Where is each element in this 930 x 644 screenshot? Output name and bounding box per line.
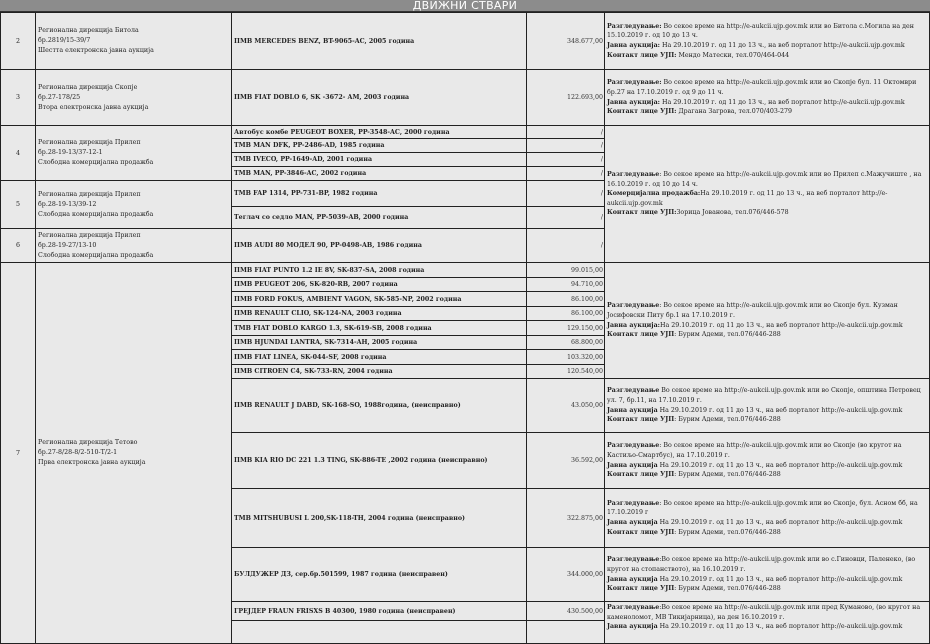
item-price: / xyxy=(526,125,605,139)
item-name: ТМВ FIAT DOBLO KARGO 1.3, SK-619-SB, 2008 година xyxy=(231,320,527,336)
contact-text: : Бурим Адеми, тел.076/446-288 xyxy=(674,416,781,424)
viewing-line xyxy=(607,555,927,574)
contact-text: : Бурим Адеми, тел.076/446-288 xyxy=(674,331,781,339)
viewing-label: Разгледување xyxy=(607,604,660,611)
auction-info-cell xyxy=(604,378,930,433)
viewing-text: : Во секое време на http://e-aukcii.ujp.gov.mk или во Скопје бул. Кузман Јосифовски Питу бр.1 на 17.10.2019 г. xyxy=(607,302,898,319)
auction-text: На 29.10.2019 г. од 11 до 13 ч., на веб порталот http://e-aukcii.ujp.gov.mk xyxy=(657,406,903,414)
viewing-label: Разгледување xyxy=(607,387,660,395)
item-name: Автобус комбе PEUGEOT BOXER, PP-3548-AC, 2000 година xyxy=(231,125,527,139)
organization-cell xyxy=(35,262,232,644)
sale-type: Слободна комерцијална продажба xyxy=(38,159,154,166)
item-name: ПМВ FORD FOKUS, AMBIENT VAGON, SK-585-NP, 2002 година xyxy=(231,291,527,307)
sale-type: Слободна комерцијална продажба xyxy=(38,251,154,259)
item-name: ПМВ HJUNDAI LANTRA, SK-7314-AH, 2005 година xyxy=(231,335,527,350)
item-name: ПМВ PEUGEOT 206, SK-820-RB, 2007 година xyxy=(231,277,527,292)
item-name: ПМВ FIAT LINEA, SK-044-SF, 2008 година xyxy=(231,349,527,365)
row-number: 6 xyxy=(0,228,36,263)
item-price: / xyxy=(526,206,605,229)
item-price: 43.050,00 xyxy=(526,378,605,433)
item-name: ТМВ MAN DFK, PP-2486-AD, 1985 година xyxy=(231,138,527,153)
item-name: ПМВ MERCEDES BENZ, BT-9065-AC, 2005 година xyxy=(231,12,527,70)
item-name: ПМВ CITROEN C4, SK-733-RN, 2004 година xyxy=(231,364,527,379)
viewing-label: Разгледување xyxy=(607,499,660,507)
item-price: 86.100,00 xyxy=(526,291,605,307)
auction-text: На 29.10.2019 г. од 11 до 13 ч., на веб порталот http://e-aukcii.ujp.gov.mk xyxy=(657,519,903,526)
organization-cell xyxy=(35,12,232,70)
auction-text: На 29.10.2019 г. од 11 до 13 ч., на веб порталот http://e-aukcii.ujp.gov.mk xyxy=(659,98,905,106)
contact-text: Мендо Матески, тел.070/464-044 xyxy=(676,51,790,59)
case-number: бр.28-19-13/37-12-1 xyxy=(38,149,103,156)
viewing-text: Во секое време на http://e-aukcii.ujp.gov.mk или во Битола с.Могила на ден 15.10.2019 г. од 10 до 13 ч. xyxy=(607,22,914,40)
item-name: ГРЕЈДЕР FRAUN FRISXS B 40300, 1980 година (неисправен) xyxy=(231,601,527,621)
row-number: 7 xyxy=(0,262,36,644)
viewing-label: Разгледување: xyxy=(607,79,662,87)
contact-line xyxy=(607,107,792,117)
contact-line xyxy=(607,528,781,538)
item-price-empty xyxy=(526,620,605,644)
contact-label: Контакт лице УЈП: xyxy=(607,51,677,59)
auction-line xyxy=(607,406,902,416)
contact-line xyxy=(607,584,781,594)
sale-type: Прва електронска јавна аукција xyxy=(38,459,146,466)
item-price: / xyxy=(526,152,605,167)
contact-label: Контакт лице УЈП xyxy=(607,331,675,339)
item-name: ПМВ RENAULT CLIO, SK-124-NA, 2003 година xyxy=(231,306,527,321)
auction-info-cell xyxy=(604,432,930,489)
contact-text: : Бурим Адеми, тел.076/446-288 xyxy=(674,585,781,593)
org-name: Регионална дирекција Прилеп xyxy=(38,231,141,239)
item-name: ТМВ MITSHUBUSI L 200,SK-118-TH, 2004 година (неисправно) xyxy=(231,488,527,548)
item-price: 103.320,00 xyxy=(526,349,605,365)
sale-type: Слободна комерцијална продажба xyxy=(38,210,154,218)
viewing-line xyxy=(607,386,927,405)
organization-cell xyxy=(35,125,232,181)
viewing-text: Во секое време на http://e-aukcii.ujp.gov.mk или во Скопје бул. 11 Октомври бр.27 на 17.10.2019 г. од 9 до 11 ч. xyxy=(607,79,917,96)
contact-text: Драгана Загрова, тел.070/403-279 xyxy=(676,108,793,116)
auction-line xyxy=(607,518,902,528)
org-name: Регионална дирекција Битола xyxy=(38,27,139,34)
contact-line xyxy=(607,51,789,61)
org-name: Регионална дирекција Тетово xyxy=(38,439,138,446)
item-name: ТМВ IVECO, PP-1649-AD, 2001 година xyxy=(231,152,527,167)
viewing-text: : Во секое време на http://e-aukcii.ujp.gov.mk или во Скопје, бул. Асном бб, на 17.10.2019 г xyxy=(607,499,918,517)
item-price: 94.710,00 xyxy=(526,277,605,292)
contact-label: Контакт лице УЈП: xyxy=(607,108,677,116)
row-number: 2 xyxy=(0,12,36,70)
auction-label: Јавна аукција: xyxy=(607,42,660,49)
case-number: бр.28-19-13/39-12 xyxy=(38,200,97,208)
item-name: БУЛДУЖЕР ДЗ, сер.бр.501599, 1987 година (неисправен) xyxy=(231,547,527,602)
item-name: ПМВ FIAT DOBLO 6, SK -3672- AM, 2003 година xyxy=(231,69,527,126)
viewing-text: :Во секое време на http://e-aukcii.ujp.gov.mk или пред Куманово, (во кругот на каменоломот, МВ Тикијарница), на ден 16.10.2019 г. xyxy=(607,604,921,621)
auction-label: Јавна аукција: xyxy=(607,321,660,329)
viewing-label: Разгледување xyxy=(607,302,660,310)
auction-text: На 29.10.2019 г. од 11 до 13 ч., на веб порталот http://e-aukcii.ujp.gov.mk xyxy=(657,575,903,583)
item-price: / xyxy=(526,166,605,181)
auction-info-cell xyxy=(604,125,930,263)
item-price: 122.693,00 xyxy=(526,69,605,126)
contact-line xyxy=(607,415,781,425)
item-price: 344.000,00 xyxy=(526,547,605,602)
row-number: 4 xyxy=(0,125,36,181)
auction-label: Јавна аукција: xyxy=(607,98,660,106)
item-price: 86.100,00 xyxy=(526,306,605,321)
auction-line xyxy=(607,461,902,471)
item-price: / xyxy=(526,228,605,263)
case-number: бр.27-8/28-8/2-510-Т/2-1 xyxy=(38,449,118,456)
auction-line xyxy=(607,622,902,632)
item-name: ТМВ MAN, PP-3846-AC, 2002 година xyxy=(231,166,527,181)
section-title: ДВИЖНИ СТВАРИ xyxy=(412,0,518,12)
viewing-line xyxy=(607,499,927,518)
auction-label: Јавна аукција xyxy=(607,575,658,583)
auction-line xyxy=(607,189,927,208)
auction-line xyxy=(607,98,905,108)
organization-cell xyxy=(35,180,232,229)
org-name: Регионална дирекција Прилеп xyxy=(38,139,141,146)
contact-label: Контакт лице УЈП xyxy=(607,585,675,593)
auction-text: На 29.10.2019 г. од 11 до 13 ч., на веб порталот http://e-aukcii.ujp.gov.mk xyxy=(657,623,903,631)
item-name: ПМВ KIA RIO DC 221 1.3 TING, SK-886-TE ,2002 година (неисправно) xyxy=(231,432,527,489)
contact-text: : Бурим Адеми, тел.076/446-288 xyxy=(674,528,781,536)
auction-info-cell xyxy=(604,488,930,548)
auction-line xyxy=(607,41,905,51)
auction-info-cell xyxy=(604,262,930,379)
section-header xyxy=(0,0,930,12)
row-number: 3 xyxy=(0,69,36,126)
viewing-text: : Во секое време на http://e-aukcii.ujp.gov.mk или во Прилеп с.Мажучиште , на 16.10.2019 г. од 10 до 14 ч. xyxy=(607,171,922,188)
contact-label: Контакт лице УЈП xyxy=(607,528,675,536)
contact-label: Контакт лице УЈП xyxy=(607,471,675,479)
viewing-label: Разгледување xyxy=(607,442,660,450)
item-price: 348.677,00 xyxy=(526,12,605,70)
viewing-label: Разгледување: xyxy=(607,22,662,30)
contact-label: Контакт лице УЈП: xyxy=(607,209,677,217)
auction-text: На 29.10.2019 г. од 11 до 13 ч., на веб порталот http://e-aukcii.ujp.gov.mk xyxy=(607,190,888,207)
auction-line xyxy=(607,321,903,331)
viewing-line xyxy=(607,22,927,41)
auction-label: Јавна аукција xyxy=(607,406,658,414)
contact-text: Зорица Јованова, тел.076/446-578 xyxy=(676,209,789,217)
item-price: 129.150,00 xyxy=(526,320,605,336)
auction-text: На 29.10.2019 г. од 11 до 13 ч., на веб порталот http://e-aukcii.ujp.gov.mk xyxy=(659,42,905,49)
viewing-label: Разгледување xyxy=(607,556,660,564)
organization-cell xyxy=(35,228,232,263)
contact-label: Контакт лице УЈП xyxy=(607,416,675,424)
auction-label: Јавна аукција xyxy=(607,461,658,469)
viewing-line xyxy=(607,441,927,460)
item-price: 120.540,00 xyxy=(526,364,605,379)
item-name: Теглач со седло MAN, PP-5039-AB, 2000 година xyxy=(231,206,527,229)
org-name: Регионална дирекција Скопје xyxy=(38,83,138,91)
item-price: 68.800,00 xyxy=(526,335,605,350)
item-name: ПМВ RENAULT J DABD, SK-168-SO, 1988година, (неисправно) xyxy=(231,378,527,433)
organization-cell xyxy=(35,69,232,126)
auction-line xyxy=(607,575,902,585)
item-name: ТМВ FAP 1314, PP-731-BP, 1982 година xyxy=(231,180,527,207)
auction-info-cell xyxy=(604,601,930,644)
viewing-label: Разгледување xyxy=(607,171,660,179)
auction-text: На 29.10.2019 г. од 11 до 13 ч., на веб порталот http://e-aukcii.ujp.gov.mk xyxy=(659,321,903,329)
item-price: / xyxy=(526,138,605,153)
item-price: / xyxy=(526,180,605,207)
case-number: бр.28-19-27/13-10 xyxy=(38,241,97,249)
viewing-line xyxy=(607,78,927,97)
auction-label: Јавна аукција xyxy=(607,623,658,631)
viewing-line xyxy=(607,170,927,189)
case-number: бр.27-178/25 xyxy=(38,93,81,101)
sale-type: Втора електронска јавна аукција xyxy=(38,103,149,111)
item-price: 430.500,00 xyxy=(526,601,605,621)
contact-line xyxy=(607,330,781,340)
org-name: Регионална дирекција Прилеп xyxy=(38,190,141,198)
auction-label: Јавна аукција xyxy=(607,519,658,526)
contact-line xyxy=(607,208,789,218)
viewing-text: : Во секое време на http://e-aukcii.ujp.gov.mk или во Скопје (во кругот на Кастиљо-Смартбус), на 17.10.2019 г. xyxy=(607,442,902,459)
row-number: 5 xyxy=(0,180,36,229)
item-name-empty xyxy=(231,620,527,644)
item-price: 99.015,00 xyxy=(526,262,605,278)
auction-info-cell xyxy=(604,69,930,126)
item-name: ПМВ FIAT PUNTO 1.2 IE 8V, SK-837-SA, 2008 година xyxy=(231,262,527,278)
viewing-line xyxy=(607,603,927,622)
auction-info-cell xyxy=(604,12,930,70)
case-number: бр.2819/15-39/7 xyxy=(38,37,91,44)
contact-line xyxy=(607,470,781,480)
item-price: 322.875,00 xyxy=(526,488,605,548)
auction-info-cell xyxy=(604,547,930,602)
viewing-line xyxy=(607,301,927,320)
sale-type: Шестта електронска јавна аукција xyxy=(38,47,154,54)
viewing-text: Во секое време на http://e-aukcii.ujp.gov.mk или во Скопје, општина Петровец ул. 7, бр.11, на 17.10.2019 г. xyxy=(607,387,921,404)
viewing-text: :Во секое време на http://e-aukcii.ujp.gov.mk или во с.Гиновци, Паленеко, (во кругот на стопанството), на 16.10.2019 г. xyxy=(607,556,916,573)
auction-label: Комерцијална продажба: xyxy=(607,190,701,198)
contact-text: : Бурим Адеми, тел.076/446-288 xyxy=(674,471,781,479)
item-name: ПМВ AUDI 80 МОДЕЛ 90, PP-0498-AB, 1986 година xyxy=(231,228,527,263)
auction-text: На 29.10.2019 г. од 11 до 13 ч., на веб порталот http://e-aukcii.ujp.gov.mk xyxy=(657,461,903,469)
item-price: 36.592,00 xyxy=(526,432,605,489)
